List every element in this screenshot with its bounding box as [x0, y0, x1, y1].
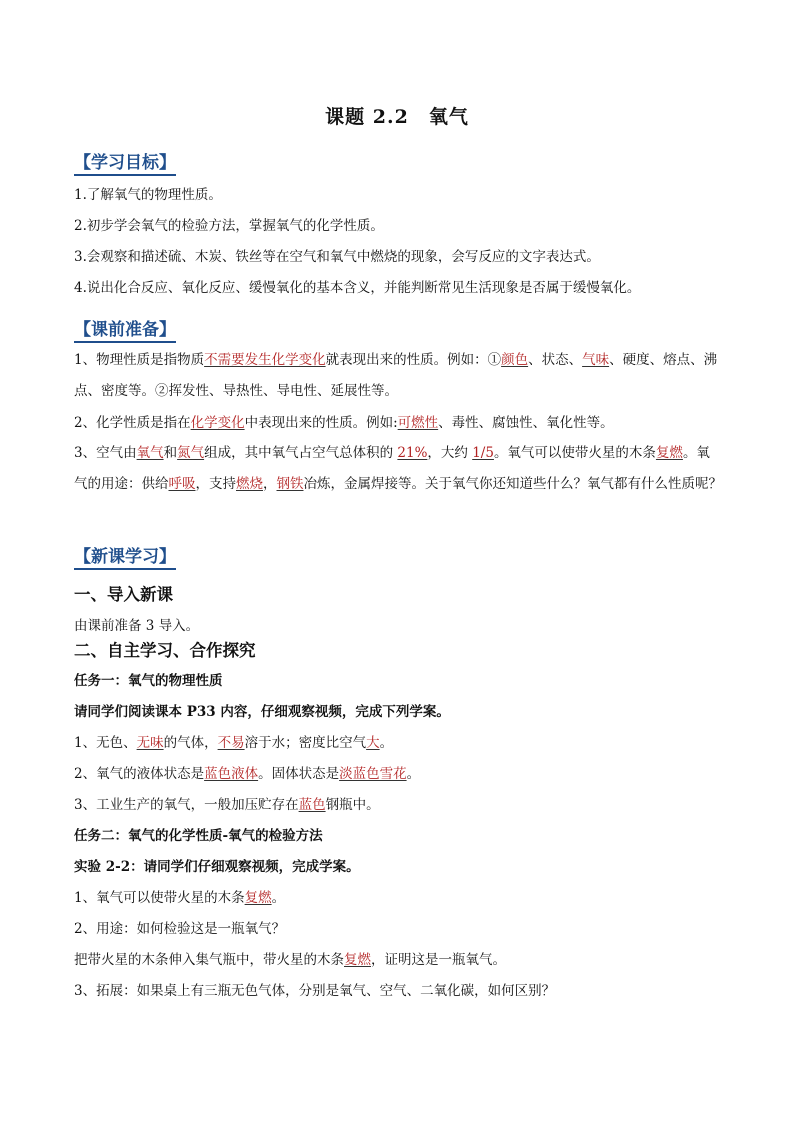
prep-paragraph-3: 3、空气由氧气和氮气组成，其中氧气占空气总体积的 21%，大约 1/5。氧气可以使带火星的木条复燃。氧气的用途：供给呼吸，支持燃烧，钢铁冶炼，金属焊接等。关于氧气你还知道些什么？氧气都有什么性质呢？	[74, 445, 722, 492]
experiment-title: 实验 2-2：请同学们仔细观察视频，完成学案。	[74, 859, 360, 875]
goal-item: 3.会观察和描述硫、木炭、铁丝等在空气和氧气中燃烧的现象，会写反应的文字表达式。	[74, 249, 600, 265]
answer-blank: 蓝色	[298, 797, 326, 813]
answer-blank: 氧气	[136, 445, 164, 461]
task-line: 2、氧气的液体状态是蓝色液体。固体状态是淡蓝色雪花。	[74, 766, 421, 782]
answer-blank: 钢铁	[276, 476, 304, 492]
task-title: 任务二：氧气的化学性质-氧气的检验方法	[74, 828, 323, 844]
answer-blank: 氮气	[177, 445, 205, 461]
task-line: 1、无色、无味的气体，不易溶于水；密度比空气大。	[74, 735, 394, 751]
answer-blank: 淡蓝色雪花	[339, 766, 407, 782]
answer-blank: 化学变化	[190, 415, 245, 431]
task-title: 任务一：氧气的物理性质	[74, 673, 223, 689]
goal-item: 2.初步学会氧气的检验方法，掌握氧气的化学性质。	[74, 218, 384, 234]
answer-blank: 呼吸	[168, 476, 196, 492]
prep-paragraph-1: 1、物理性质是指物质不需要发生化学变化就表现出来的性质。例如：①颜色、状态、气味、硬度、熔点、沸点、密度等。②挥发性、导热性、导电性、延展性等。	[74, 352, 718, 399]
part-title: 一、导入新课	[74, 585, 173, 604]
answer-blank: 不需要发生化学变化	[204, 352, 326, 368]
prep-paragraph-2: 2、化学性质是指在化学变化中表现出来的性质。例如:可燃性、毒性、腐蚀性、氧化性等。	[74, 415, 614, 431]
answer-blank: 大	[366, 735, 380, 751]
answer-blank: 燃烧	[236, 476, 263, 492]
answer-blank: 复燃	[655, 445, 683, 461]
answer-blank: 复燃	[344, 952, 371, 968]
answer-blank: 1/5	[472, 445, 494, 461]
section-heading-goals: 【学习目标】	[74, 148, 176, 176]
part-text: 由课前准备 3 导入。	[74, 618, 200, 634]
task-intro: 请同学们阅读课本 P33 内容，仔细观察视频，完成下列学案。	[74, 704, 450, 720]
answer-blank: 21%	[397, 445, 428, 461]
task-line: 把带火星的木条伸入集气瓶中，带火星的木条复燃，证明这是一瓶氧气。	[74, 952, 506, 968]
part-title: 二、自主学习、合作探究	[74, 641, 256, 660]
section-heading-newlesson: 【新课学习】	[74, 542, 176, 570]
answer-blank: 不易	[217, 735, 245, 751]
task-line: 3、工业生产的氧气，一般加压贮存在蓝色钢瓶中。	[74, 797, 380, 813]
answer-blank: 无味	[136, 735, 164, 751]
answer-blank: 蓝色液体	[204, 766, 259, 782]
task-line: 1、氧气可以使带火星的木条复燃。	[74, 890, 286, 906]
goal-item: 1.了解氧气的物理性质。	[74, 187, 222, 203]
answer-blank: 气味	[582, 352, 610, 368]
task-line: 2、用途：如何检验这是一瓶氧气？	[74, 921, 286, 937]
answer-blank: 可燃性	[397, 415, 439, 431]
goal-item: 4.说出化合反应、氧化反应、缓慢氧化的基本含义，并能判断常见生活现象是否属于缓慢氧化。	[74, 280, 641, 296]
task-line: 3、拓展：如果桌上有三瓶无色气体，分别是氧气、空气、二氧化碳，如何区别？	[74, 983, 556, 999]
answer-blank: 复燃	[244, 890, 272, 906]
page-title: 课题 2.2 氧气	[325, 106, 469, 128]
answer-blank: 颜色	[501, 352, 529, 368]
section-heading-prep: 【课前准备】	[74, 315, 176, 343]
